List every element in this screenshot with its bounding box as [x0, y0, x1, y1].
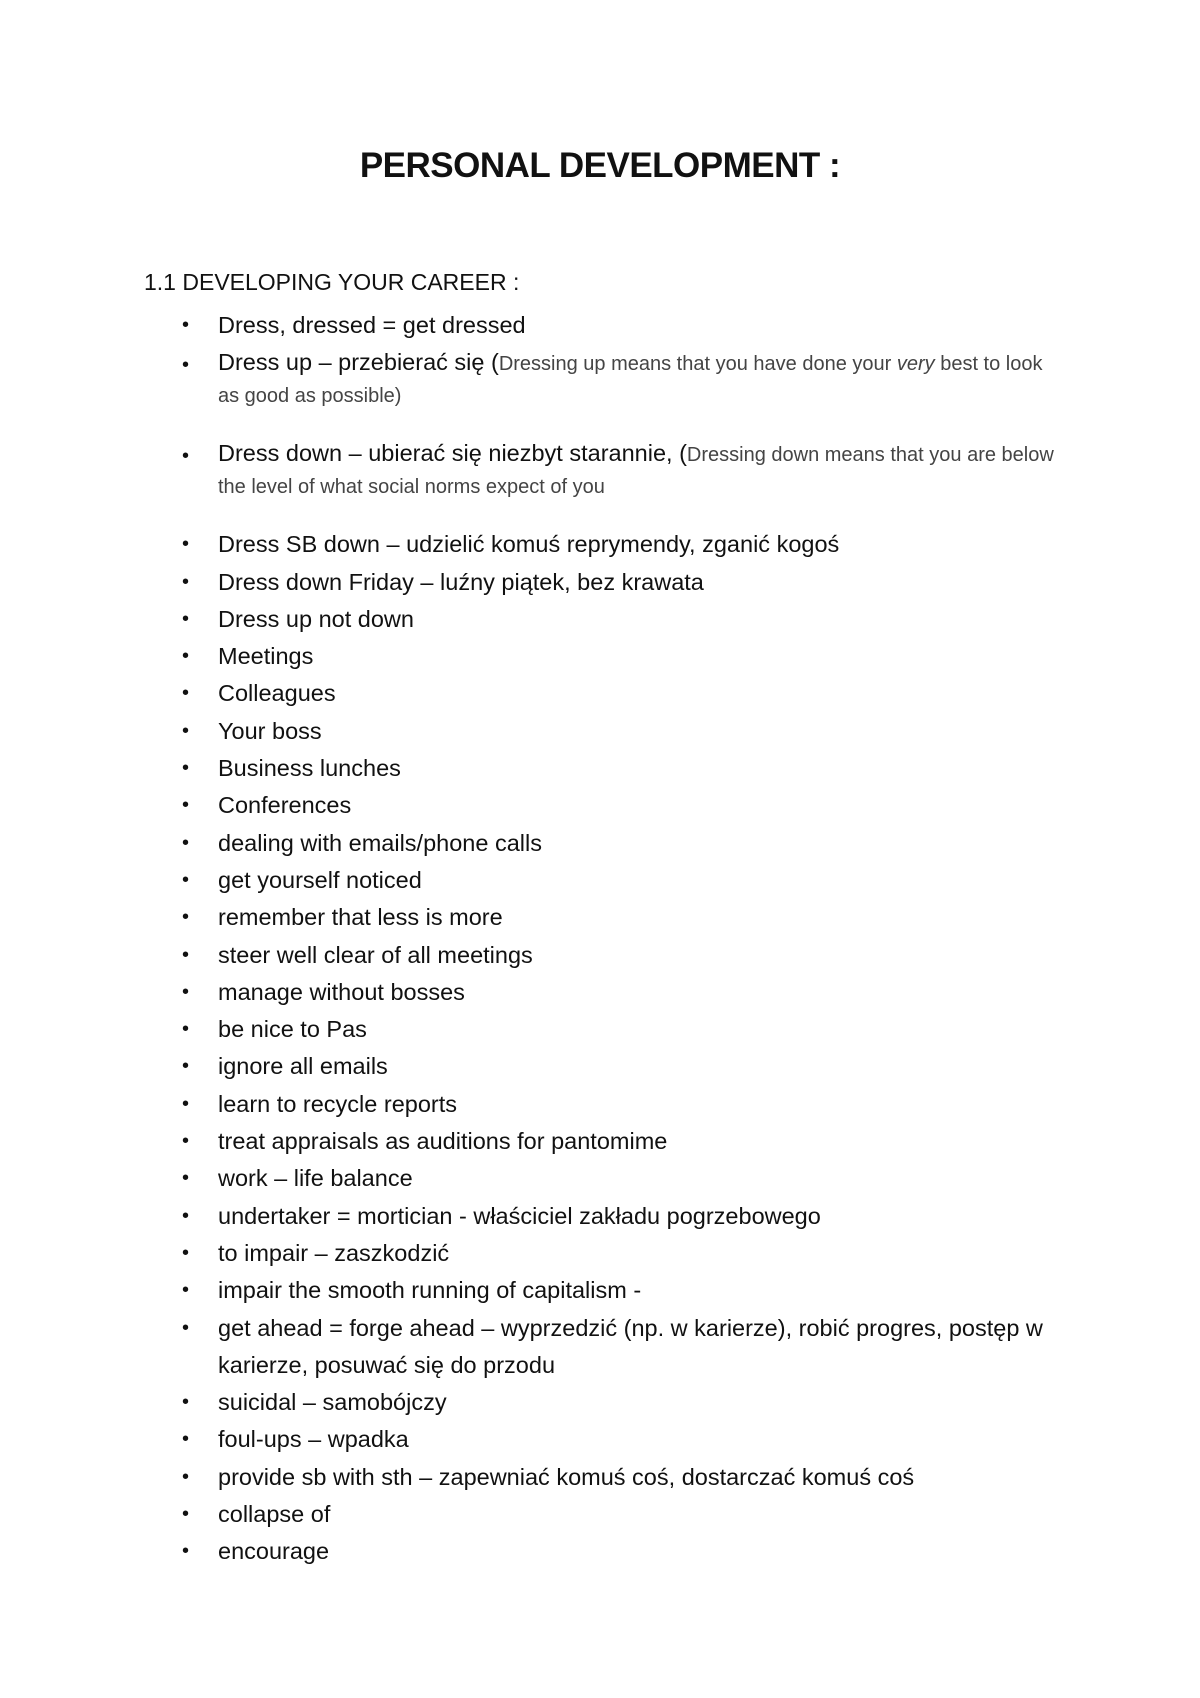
bullet-icon: • [182, 1465, 190, 1488]
list-item-text: work – life balance [218, 1165, 413, 1192]
list-item [0, 787, 1200, 824]
list-item [0, 435, 1200, 504]
bullet-icon: • [182, 1279, 190, 1302]
bullet-icon: • [182, 1428, 190, 1451]
bullet-icon: • [182, 757, 190, 780]
list-item-text: get yourself noticed [218, 866, 422, 893]
bullet-icon: • [182, 1316, 190, 1339]
bullet-icon: • [182, 943, 190, 966]
list-item [0, 526, 1200, 563]
list-item-text: Dress up – przebierać się ( [218, 349, 499, 376]
list-item [0, 825, 1200, 862]
list-item-text: Dress down Friday – luźny piątek, bez krawata [218, 568, 704, 595]
list-item [0, 1160, 1200, 1197]
bullet-icon: • [182, 719, 190, 742]
bullet-icon: • [182, 445, 190, 468]
list-item [0, 564, 1200, 601]
list-item-text: Dress up not down [218, 605, 414, 632]
list-item [0, 1123, 1200, 1160]
list-item-text: be nice to Pas [218, 1016, 367, 1043]
list-item-text: impair the smooth running of capitalism - [218, 1277, 642, 1304]
list-item [0, 937, 1200, 974]
bullet-icon: • [182, 682, 190, 705]
bullet-icon: • [182, 533, 190, 556]
list-item-text: Meetings [218, 643, 314, 670]
bullet-icon: • [182, 831, 190, 854]
page-title: PERSONAL DEVELOPMENT : [359, 146, 841, 185]
bullet-icon: • [182, 1540, 190, 1563]
list-item-note-tail: best to look as good as possible) [218, 353, 1043, 408]
list-item-text: Your boss [218, 717, 322, 744]
bullet-icon: • [182, 906, 190, 929]
list-item [0, 750, 1200, 787]
list-item [0, 1533, 1200, 1570]
list-item [0, 1198, 1200, 1235]
list-item [0, 638, 1200, 675]
bullet-icon: • [182, 1018, 190, 1041]
bullet-icon: • [182, 354, 190, 377]
list-item-text: to impair – zaszkodzić [218, 1239, 450, 1266]
list-item [0, 1459, 1200, 1496]
bullet-icon: • [182, 868, 190, 891]
list-item-text: remember that less is more [218, 904, 503, 931]
list-item [0, 1235, 1200, 1272]
list-item-text: provide sb with sth – zapewniać komuś coś, dostarczać komuś coś [218, 1463, 915, 1490]
list-item-text: Dress, dressed = get dressed [218, 312, 526, 338]
list-item-text: treat appraisals as auditions for pantomime [218, 1128, 668, 1155]
list-item [0, 1272, 1200, 1309]
list-item-text: encourage [218, 1538, 330, 1565]
list-item-text: Dress SB down – udzielić komuś reprymendy, zganić kogoś [218, 531, 840, 558]
list-item [0, 713, 1200, 750]
bullet-icon: • [182, 1055, 190, 1078]
list-item [0, 1496, 1200, 1533]
bullet-icon: • [182, 314, 190, 336]
list-item [0, 307, 1200, 344]
list-item-text: Business lunches [218, 755, 401, 782]
list-item-note: Dressing down means that you are below the level of what social norms expect of you [218, 444, 1054, 499]
list-item [0, 1011, 1200, 1048]
list-item-text: suicidal – samobójczy [218, 1389, 447, 1416]
list-item-note-emphasis: very [896, 353, 935, 376]
list-item [0, 974, 1200, 1011]
list-item-text: steer well clear of all meetings [218, 941, 533, 968]
list-item [0, 344, 1200, 413]
bullet-icon: • [182, 570, 190, 593]
list-item [0, 862, 1200, 899]
bullet-icon: • [182, 1241, 190, 1264]
bullet-icon: • [182, 1204, 190, 1227]
list-item [0, 899, 1200, 936]
list-item-note: Dressing up means that you have done your [498, 353, 897, 376]
list-item-text: undertaker = mortician - właściciel zakładu pogrzebowego [218, 1202, 821, 1229]
list-item-text: learn to recycle reports [218, 1090, 458, 1117]
list-item-text: manage without bosses [218, 978, 465, 1005]
list-item [0, 601, 1200, 638]
list-item-text: Conferences [218, 792, 352, 819]
list-item [0, 675, 1200, 712]
list-item [0, 1086, 1200, 1123]
list-item-text: Dress down – ubierać się niezbyt starannie, ( [218, 440, 687, 467]
bullet-icon: • [182, 645, 190, 668]
list-item-text: dealing with emails/phone calls [218, 829, 542, 856]
vocabulary-list [0, 307, 1200, 1571]
list-item-text: Colleagues [218, 680, 336, 707]
list-item [0, 1048, 1200, 1085]
bullet-icon: • [182, 607, 190, 630]
bullet-icon: • [182, 980, 190, 1003]
list-item-text: ignore all emails [218, 1053, 388, 1080]
bullet-icon: • [182, 1130, 190, 1153]
list-item-text: foul-ups – wpadka [218, 1426, 409, 1453]
list-item-text: collapse of [218, 1501, 331, 1528]
section-heading: 1.1 DEVELOPING YOUR CAREER : [144, 269, 520, 295]
bullet-icon: • [182, 1391, 190, 1414]
list-item [0, 1310, 1200, 1385]
list-item [0, 1421, 1200, 1458]
list-item [0, 1384, 1200, 1421]
bullet-icon: • [182, 1167, 190, 1190]
bullet-icon: • [182, 1092, 190, 1115]
list-item-text: get ahead = forge ahead – wyprzedzić (np. w karierze), robić progres, postęp w karierze, posuwać się do przodu [218, 1314, 1043, 1378]
bullet-icon: • [182, 1503, 190, 1526]
bullet-icon: • [182, 794, 190, 817]
